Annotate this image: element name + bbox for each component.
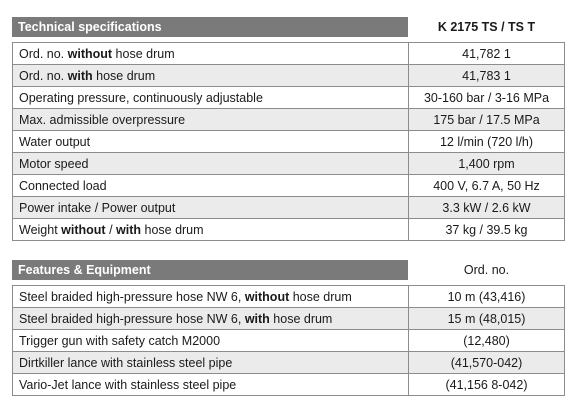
spec-value: (41,156 8-042) bbox=[409, 374, 565, 396]
spec-value: 41,783 1 bbox=[409, 65, 565, 87]
emphasis-text: without bbox=[67, 46, 113, 61]
label-text: Ord. no. bbox=[19, 68, 68, 83]
spec-value: 175 bar / 17.5 MPa bbox=[409, 109, 565, 131]
technical-specifications-section bbox=[12, 17, 565, 241]
emphasis-text: without bbox=[61, 222, 106, 237]
spec-value: 12 l/min (720 l/h) bbox=[409, 131, 565, 153]
table-row bbox=[13, 109, 565, 131]
spec-label bbox=[13, 330, 409, 352]
table-row bbox=[13, 352, 565, 374]
spec-label bbox=[13, 286, 409, 308]
tech-header bbox=[12, 17, 565, 37]
table-row bbox=[13, 65, 565, 87]
spec-label bbox=[13, 87, 409, 109]
table-row bbox=[13, 286, 565, 308]
label-text: hose drum bbox=[289, 289, 352, 304]
spec-label bbox=[13, 109, 409, 131]
table-row bbox=[13, 330, 565, 352]
spec-value: 3.3 kW / 2.6 kW bbox=[409, 197, 565, 219]
label-text: Steel braided high-pressure hose NW 6, bbox=[19, 289, 245, 304]
spec-label bbox=[13, 219, 409, 241]
spec-label bbox=[13, 352, 409, 374]
spec-value: 30-160 bar / 3-16 MPa bbox=[409, 87, 565, 109]
spec-label bbox=[13, 197, 409, 219]
label-text: Dirtkiller lance with stainless steel pipe bbox=[19, 355, 233, 370]
label-text: hose drum bbox=[269, 311, 333, 326]
table-row bbox=[13, 197, 565, 219]
spec-value: 400 V, 6.7 A, 50 Hz bbox=[409, 175, 565, 197]
label-text: Ord. no. bbox=[19, 46, 68, 61]
spec-value: (41,570-042) bbox=[409, 352, 565, 374]
tech-title: Technical specifications bbox=[12, 17, 408, 37]
features-section bbox=[12, 260, 565, 396]
label-text: hose drum bbox=[141, 222, 204, 237]
features-table bbox=[12, 285, 565, 396]
spec-value: 1,400 rpm bbox=[409, 153, 565, 175]
emphasis-text: with bbox=[67, 68, 93, 83]
label-text: Operating pressure, continuously adjustable bbox=[19, 90, 263, 105]
label-text: Water output bbox=[19, 134, 91, 149]
spec-label bbox=[13, 374, 409, 396]
label-text: Steel braided high-pressure hose NW 6, bbox=[19, 311, 245, 326]
spec-value: 37 kg / 39.5 kg bbox=[409, 219, 565, 241]
label-text: Vario-Jet lance with stainless steel pipe bbox=[19, 377, 237, 392]
table-row bbox=[13, 131, 565, 153]
table-row bbox=[13, 87, 565, 109]
spec-label bbox=[13, 43, 409, 65]
ord-no-column-header: Ord. no. bbox=[463, 263, 510, 277]
spec-label bbox=[13, 153, 409, 175]
emphasis-text: with bbox=[244, 311, 270, 326]
model-name: K 2175 TS / TS T bbox=[437, 20, 536, 34]
table-row bbox=[13, 175, 565, 197]
spec-value: 41,782 1 bbox=[409, 43, 565, 65]
label-text: Trigger gun with safety catch M2000 bbox=[19, 333, 221, 348]
spec-value: 15 m (48,015) bbox=[409, 308, 565, 330]
label-text: Max. admissible overpressure bbox=[19, 112, 186, 127]
label-text: hose drum bbox=[92, 68, 156, 83]
features-header bbox=[12, 260, 565, 280]
label-text: / bbox=[105, 222, 117, 237]
table-row bbox=[13, 219, 565, 241]
features-title: Features & Equipment bbox=[12, 260, 408, 280]
spec-label bbox=[13, 175, 409, 197]
emphasis-text: without bbox=[244, 289, 290, 304]
table-row bbox=[13, 308, 565, 330]
spec-label bbox=[13, 131, 409, 153]
label-text: Connected load bbox=[19, 178, 107, 193]
label-text: hose drum bbox=[112, 46, 175, 61]
label-text: Power intake / Power output bbox=[19, 200, 176, 215]
spec-label bbox=[13, 65, 409, 87]
table-row bbox=[13, 153, 565, 175]
tech-table bbox=[12, 42, 565, 241]
spec-label bbox=[13, 308, 409, 330]
label-text: Weight bbox=[19, 222, 62, 237]
table-row bbox=[13, 374, 565, 396]
emphasis-text: with bbox=[116, 222, 142, 237]
spec-value: (12,480) bbox=[409, 330, 565, 352]
label-text: Motor speed bbox=[19, 156, 89, 171]
spec-value: 10 m (43,416) bbox=[409, 286, 565, 308]
table-row bbox=[13, 43, 565, 65]
